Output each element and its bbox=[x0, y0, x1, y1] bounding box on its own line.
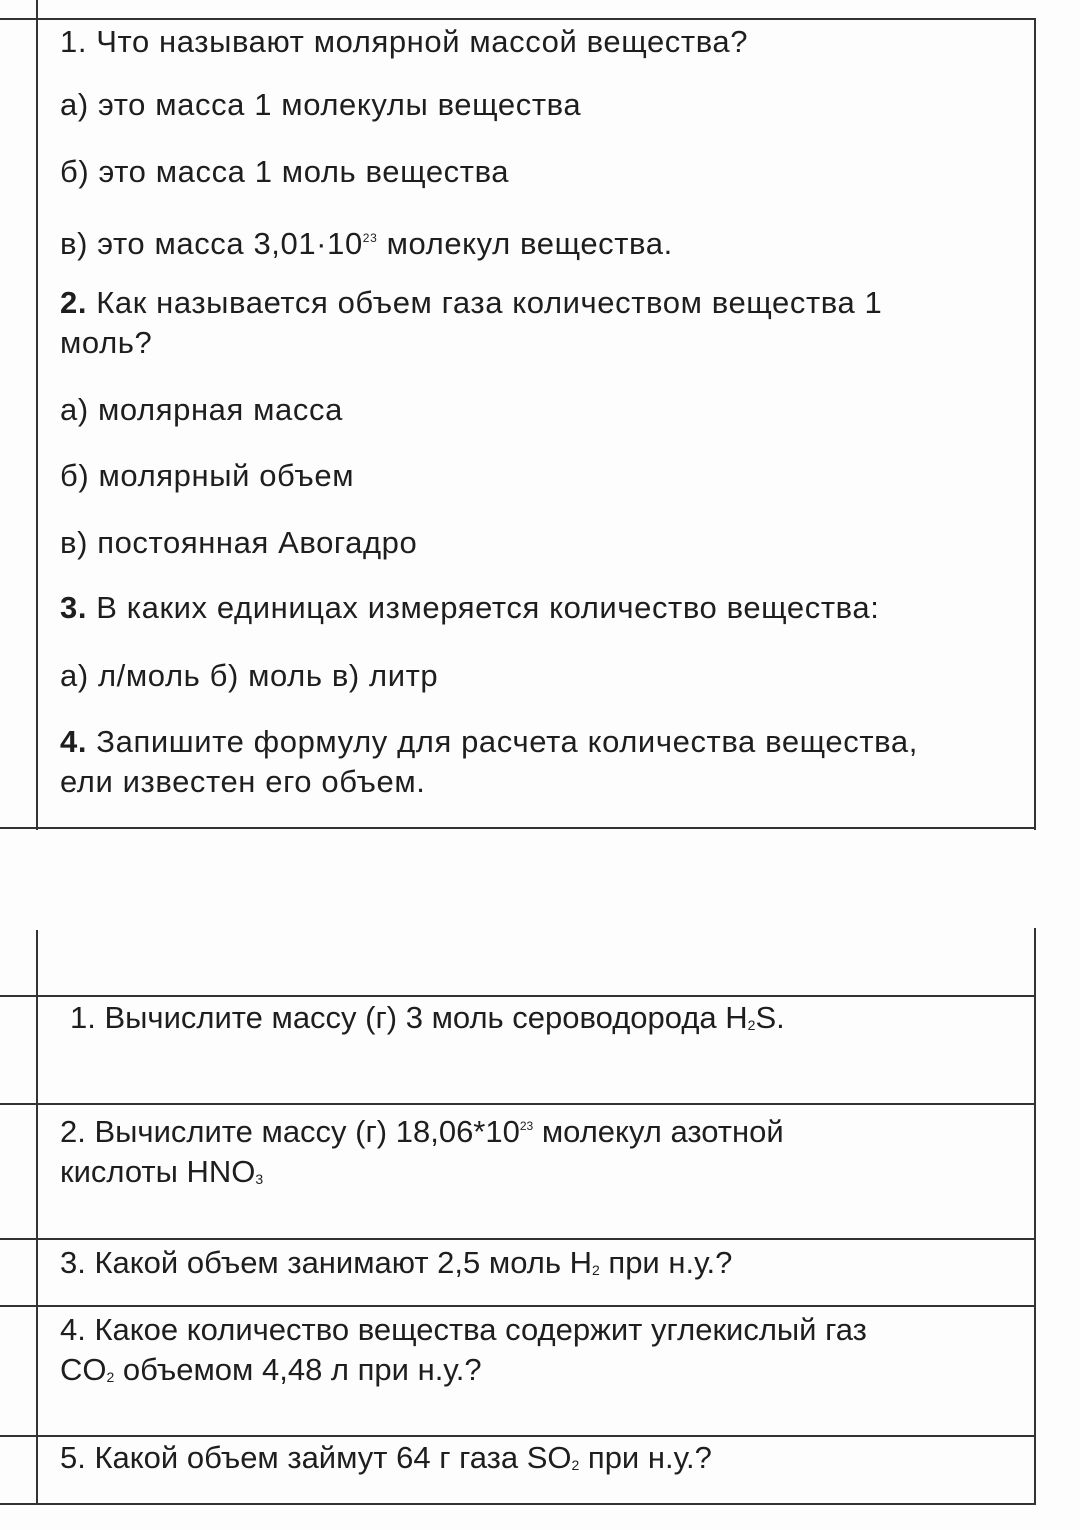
question-number: 2. bbox=[60, 285, 88, 320]
task-text: объемом 4,48 л при н.у.? bbox=[114, 1352, 482, 1387]
subscript: 2 bbox=[747, 1017, 756, 1033]
task-1 bbox=[70, 998, 785, 1045]
subscript: 2 bbox=[106, 1369, 115, 1385]
table1-left-border bbox=[36, 0, 38, 830]
task-text: 5. Какой объем займут 64 г газа SO bbox=[60, 1440, 572, 1475]
table2-left-border bbox=[36, 930, 38, 1505]
task-5 bbox=[60, 1438, 712, 1485]
answer-text: в) это масса 3,01·10 bbox=[60, 226, 363, 261]
answer-2c: в) постоянная Авогадро bbox=[60, 525, 418, 560]
task-4 bbox=[60, 1310, 867, 1397]
table1-right-border bbox=[1034, 18, 1036, 830]
task-text: при н.у.? bbox=[579, 1440, 712, 1475]
superscript: 23 bbox=[519, 1119, 534, 1133]
question-number: 1. bbox=[60, 24, 88, 59]
task-text: CO bbox=[60, 1352, 107, 1387]
subscript: 3 bbox=[255, 1171, 264, 1187]
table2-row-divider bbox=[0, 1238, 1036, 1240]
answer-text: молекул вещества. bbox=[377, 226, 673, 261]
table2-bottom-border bbox=[0, 1503, 1036, 1505]
question-text: ели известен его объем. bbox=[60, 764, 426, 799]
task-text: 3. Какой объем занимают 2,5 моль H bbox=[60, 1245, 592, 1280]
task-text: S. bbox=[755, 1000, 785, 1035]
question-text: моль? bbox=[60, 325, 153, 360]
task-text: молекул азотной bbox=[533, 1114, 784, 1149]
task-text: кислоты HNO bbox=[60, 1154, 256, 1189]
answer-2a: а) молярная масса bbox=[60, 392, 343, 427]
task-text: 4. Какое количество вещества содержит углекислый газ bbox=[60, 1312, 867, 1347]
question-text: Как называется объем газа количеством вещества 1 bbox=[87, 285, 883, 320]
task-2 bbox=[60, 1106, 784, 1199]
table2-row-divider bbox=[0, 1103, 1036, 1105]
answer-1a: а) это масса 1 молекулы вещества bbox=[60, 87, 582, 122]
question-1 bbox=[60, 22, 748, 62]
task-3 bbox=[60, 1243, 732, 1290]
table2-row-divider bbox=[0, 1305, 1036, 1307]
answer-1b: б) это масса 1 моль вещества bbox=[60, 154, 510, 189]
table1-top-border bbox=[0, 18, 1036, 20]
table1-bottom-border bbox=[0, 827, 1036, 829]
question-3 bbox=[60, 588, 879, 628]
question-number: 3. bbox=[60, 590, 88, 625]
subscript: 2 bbox=[571, 1457, 580, 1473]
table2-row-divider bbox=[0, 995, 1036, 997]
question-text: Запишите формулу для расчета количества вещества, bbox=[87, 724, 918, 759]
answer-3: а) л/моль б) моль в) литр bbox=[60, 658, 439, 693]
question-2 bbox=[60, 283, 882, 363]
task-text: 2. Вычислите массу (г) 18,06*10 bbox=[60, 1114, 520, 1149]
table2-row-divider bbox=[0, 1435, 1036, 1437]
question-text: В каких единицах измеряется количество вещества: bbox=[87, 590, 880, 625]
table2-right-border bbox=[1034, 928, 1036, 1505]
superscript: 23 bbox=[362, 231, 378, 245]
question-number: 4. bbox=[60, 724, 88, 759]
task-text: при н.у.? bbox=[599, 1245, 733, 1280]
question-text: Что называют молярной массой вещества? bbox=[87, 24, 749, 59]
answer-2b: б) молярный объем bbox=[60, 458, 355, 493]
answer-1c bbox=[60, 218, 673, 264]
task-text: 1. Вычислите массу (г) 3 моль сероводорода H bbox=[70, 1000, 748, 1035]
question-4 bbox=[60, 722, 918, 802]
subscript: 2 bbox=[592, 1262, 600, 1278]
